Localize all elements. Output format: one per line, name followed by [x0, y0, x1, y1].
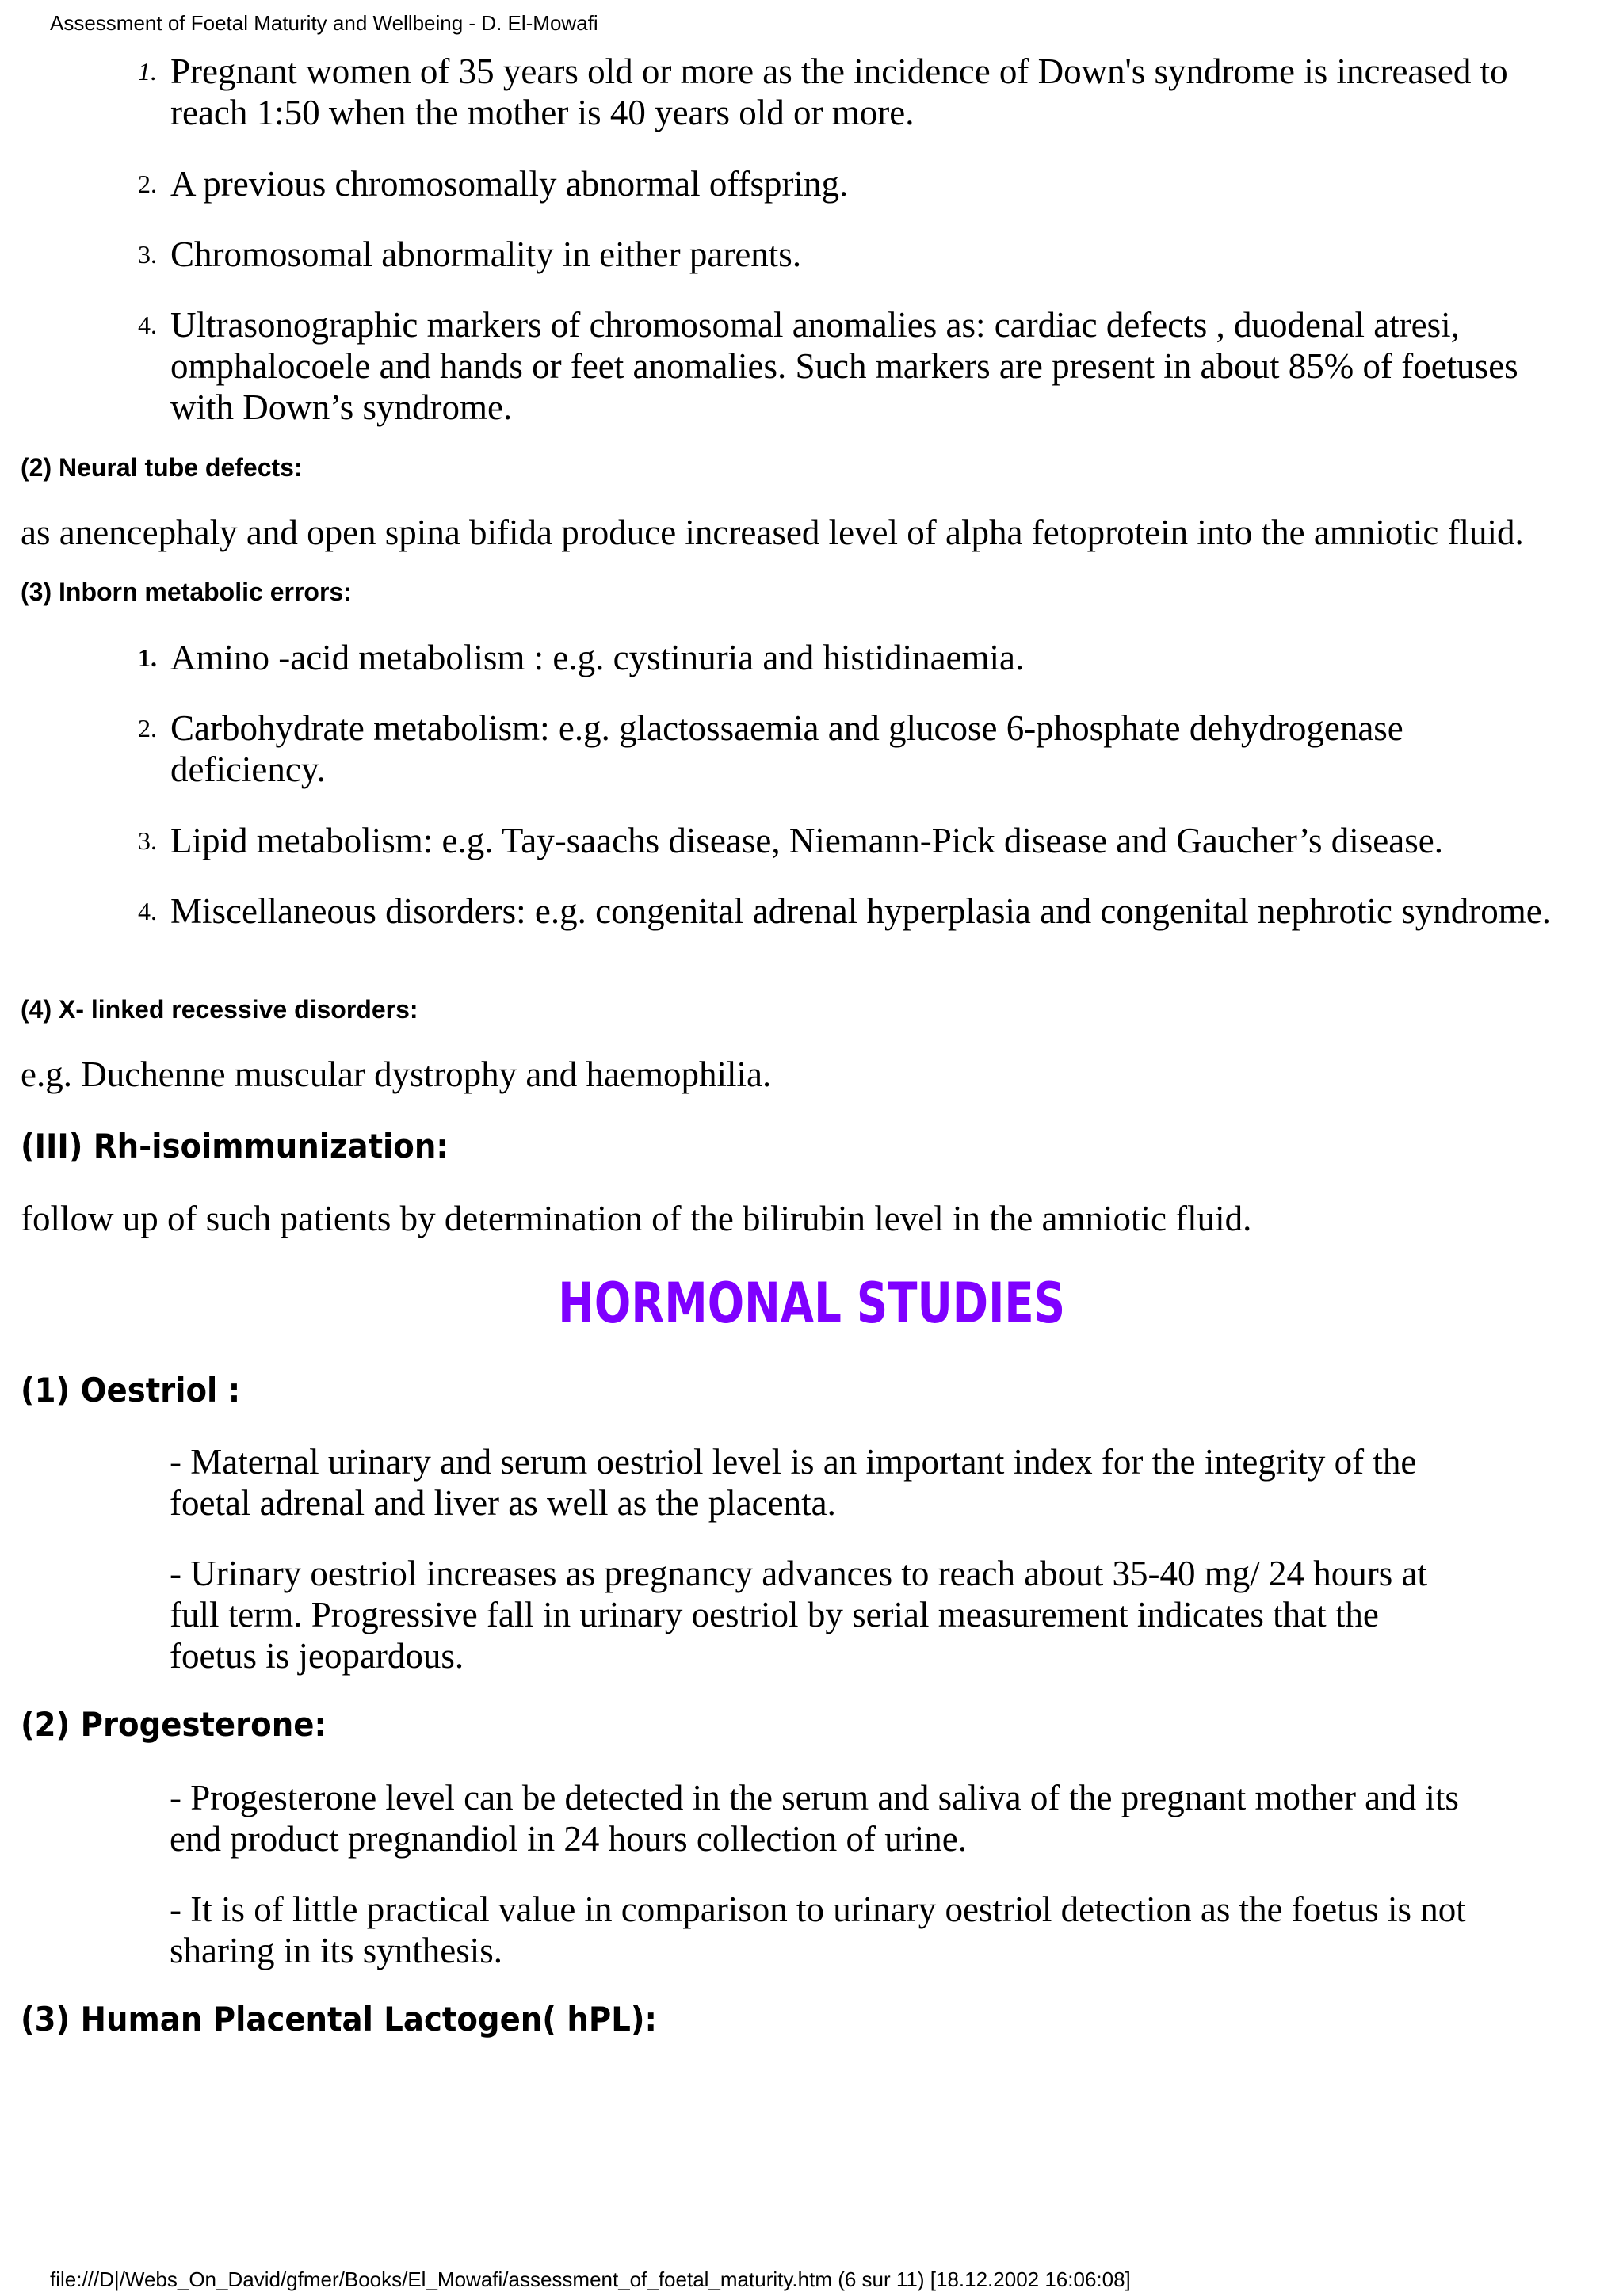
list-item-text: Miscellaneous disorders: e.g. congenital adrenal hyperplasia and congenital nephrotic syndrome.	[170, 891, 1551, 931]
page-footer-url: file:///D|/Webs_On_David/gfmer/Books/El_Mowafi/assessment_of_foetal_maturity.htm (6 sur 11) [18.12.2002 16:06:08]	[50, 2267, 1131, 2291]
list-item-text: Pregnant women of 35 years old or more as the incidence of Down's syndrome is increased to reach 1:50 when the mother is 40 years old or more.	[170, 51, 1508, 132]
list-item-number: 4.	[138, 311, 157, 339]
page-header: Assessment of Foetal Maturity and Wellbeing - D. El-Mowafi	[50, 11, 598, 35]
list-item-number: 3.	[138, 240, 157, 269]
oestriol-paragraph-2: - Urinary oestriol increases as pregnancy advances to reach about 35-40 mg/ 24 hours at full term. Progressive fall in urinary oestriol by serial measurement indicates that the foetus is jeopardous.	[170, 1554, 1427, 1676]
hormonal-studies-title	[0, 1269, 1623, 1337]
hpl-heading: (3) Human Placental Lactogen( hPL):	[21, 2000, 657, 2039]
oestriol-paragraph-1: - Maternal urinary and serum oestriol level is an important index for the integrity of the foetal adrenal and liver as well as the placenta.	[170, 1442, 1417, 1523]
x-linked-heading: (4) X- linked recessive disorders:	[21, 995, 418, 1024]
list-item-text: A previous chromosomally abnormal offspring.	[170, 164, 849, 204]
list-item-number: 2.	[138, 170, 157, 198]
list-item-text: Carbohydrate metabolism: e.g. glactossaemia and glucose 6-phosphate dehydrogenase deficiency.	[170, 708, 1403, 789]
progesterone-paragraph-2: - It is of little practical value in comparison to urinary oestriol detection as the foetus is not sharing in its synthesis.	[170, 1890, 1466, 1970]
neural-tube-heading: (2) Neural tube defects:	[21, 453, 303, 482]
list-item-text: Ultrasonographic markers of chromosomal anomalies as: cardiac defects , duodenal atresi, omphalocoele and hands or feet anomalies. Such markers are present in about 85% of foetuses with Down’s syndrome.	[170, 305, 1518, 427]
rh-isoimmunization-text: follow up of such patients by determination of the bilirubin level in the amniotic fluid.	[21, 1199, 1252, 1238]
neural-tube-text: as anencephaly and open spina bifida produce increased level of alpha fetoprotein into the amniotic fluid.	[21, 513, 1524, 552]
inborn-errors-heading: (3) Inborn metabolic errors:	[21, 578, 352, 606]
list-item-text: Lipid metabolism: e.g. Tay-saachs disease, Niemann-Pick disease and Gaucher’s disease.	[170, 821, 1443, 860]
x-linked-text: e.g. Duchenne muscular dystrophy and haemophilia.	[21, 1055, 772, 1094]
oestriol-heading: (1) Oestriol :	[21, 1371, 241, 1409]
list-item-number: 2.	[138, 714, 157, 742]
list-item-number: 4.	[138, 897, 157, 925]
list-item-number: 1.	[138, 57, 157, 86]
progesterone-heading: (2) Progesterone:	[21, 1705, 327, 1744]
hormonal-studies-title-text: HORMONAL STUDIES	[558, 1271, 1065, 1336]
list-item-text: Amino -acid metabolism : e.g. cystinuria and histidinaemia.	[170, 638, 1025, 677]
list-item-number: 1.	[138, 643, 157, 672]
progesterone-paragraph-1: - Progesterone level can be detected in the serum and saliva of the pregnant mother and its end product pregnandiol in 24 hours collection of urine.	[170, 1778, 1459, 1859]
list-item-number: 3.	[138, 826, 157, 855]
list-item-text: Chromosomal abnormality in either parents.	[170, 235, 802, 274]
rh-isoimmunization-heading: (III) Rh-isoimmunization:	[21, 1127, 449, 1165]
